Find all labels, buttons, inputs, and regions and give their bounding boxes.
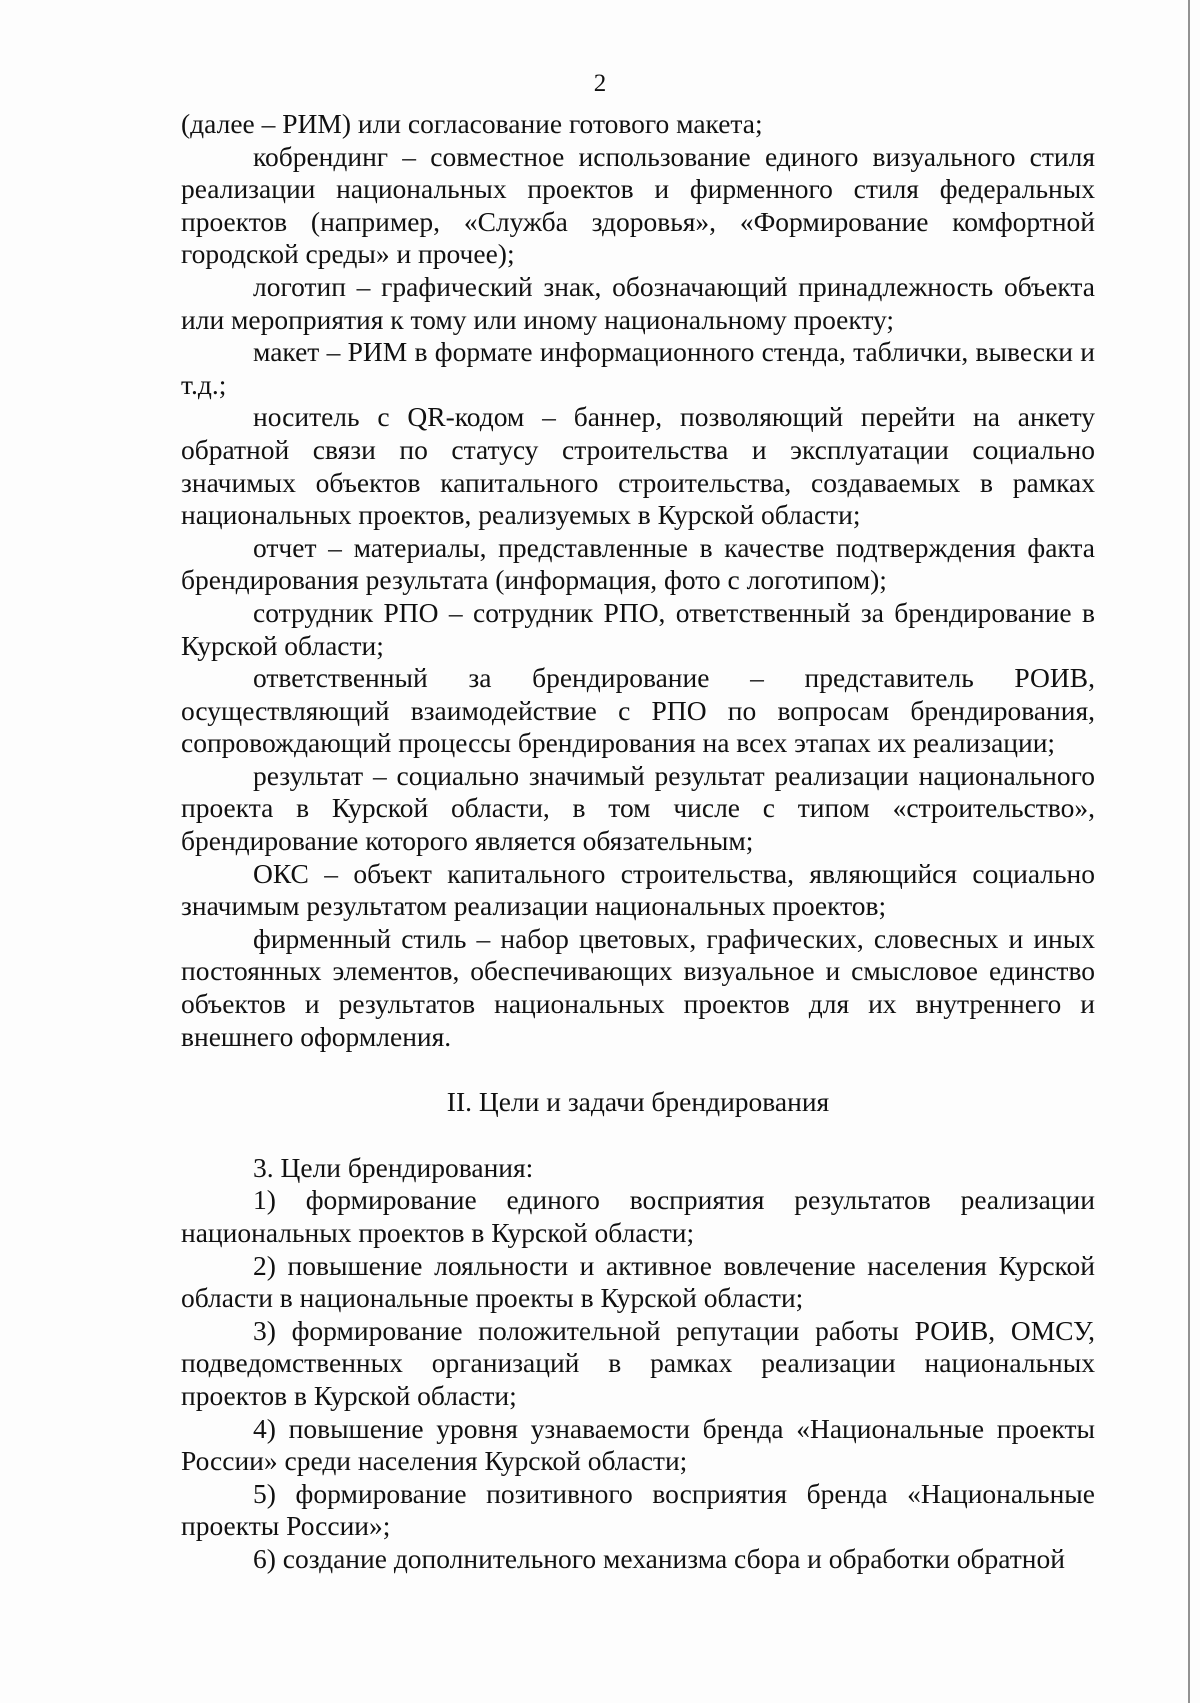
page-number: 2 — [593, 70, 607, 97]
section-heading: II. Цели и задачи брендирования — [446, 1086, 830, 1118]
paragraph: 4) повышение уровня узнаваемости бренда «Национальные проекты России» среди населения Курской области; — [181, 1412, 1095, 1477]
scan-edge-line — [1188, 0, 1190, 1703]
paragraph: сотрудник РПО – сотрудник РПО, ответственный за брендирование в Курской области; — [181, 596, 1095, 661]
paragraph: ответственный за брендирование – представитель РОИВ, осуществляющий взаимодействие с РПО по вопросам брендирования, сопровождающий процессы брендирования на всех этапах их реализации; — [181, 662, 1095, 759]
paragraph: 2) повышение лояльности и активное вовлечение населения Курской области в национальные проекты в Курской области; — [181, 1249, 1095, 1314]
paragraph: 3) формирование положительной репутации работы РОИВ, ОМСУ, подведомственных организаций в рамках реализации национальных проектов в Курской области; — [181, 1314, 1095, 1411]
paragraph: фирменный стиль – набор цветовых, графических, словесных и иных постоянных элементов, обеспечивающих визуальное и смысловое единство объектов и результатов национальных проектов для их внутреннего и внешнего оформления. — [181, 922, 1095, 1052]
paragraph: ОКС – объект капитального строительства, являющийся социально значимым результатом реализации национальных проектов; — [181, 857, 1095, 922]
document-body — [181, 108, 1095, 1576]
paragraph: (далее – РИМ) или согласование готового макета; — [181, 108, 763, 139]
paragraph: 6) создание дополнительного механизма сбора и обработки обратной — [253, 1542, 1065, 1574]
paragraph: носитель с QR-кодом – баннер, позволяющий перейти на анкету обратной связи по статусу строительства и эксплуатации социально значимых объектов капитального строительства, создаваемых в рамках национальных проектов, реализуемых в Курской области; — [181, 401, 1095, 531]
paragraph: результат – социально значимый результат реализации национального проекта в Курской области, в том числе с типом «строительство», брендирование которого является обязательным; — [181, 759, 1095, 857]
paragraph: 1) формирование единого восприятия результатов реализации национальных проектов в Курской области; — [181, 1184, 1095, 1248]
paragraph: макет – РИМ в формате информационного стенда, таблички, вывески и т.д.; — [181, 336, 1095, 400]
paragraph: 3. Цели брендирования: — [253, 1151, 534, 1183]
paragraph: логотип – графический знак, обозначающий принадлежность объекта или мероприятия к тому или иному национальному проекту; — [181, 270, 1095, 335]
paragraph: 5) формирование позитивного восприятия бренда «Национальные проекты России»; — [181, 1477, 1095, 1542]
paragraph: отчет – материалы, представленные в качестве подтверждения факта брендирования результата (информация, фото с логотипом); — [181, 531, 1095, 596]
paragraph: кобрендинг – совместное использование единого визуального стиля реализации национальных проектов и фирменного стиля федеральных проектов (например, «Служба здоровья», «Формирование комфортной городской среды» и прочее); — [181, 140, 1095, 270]
